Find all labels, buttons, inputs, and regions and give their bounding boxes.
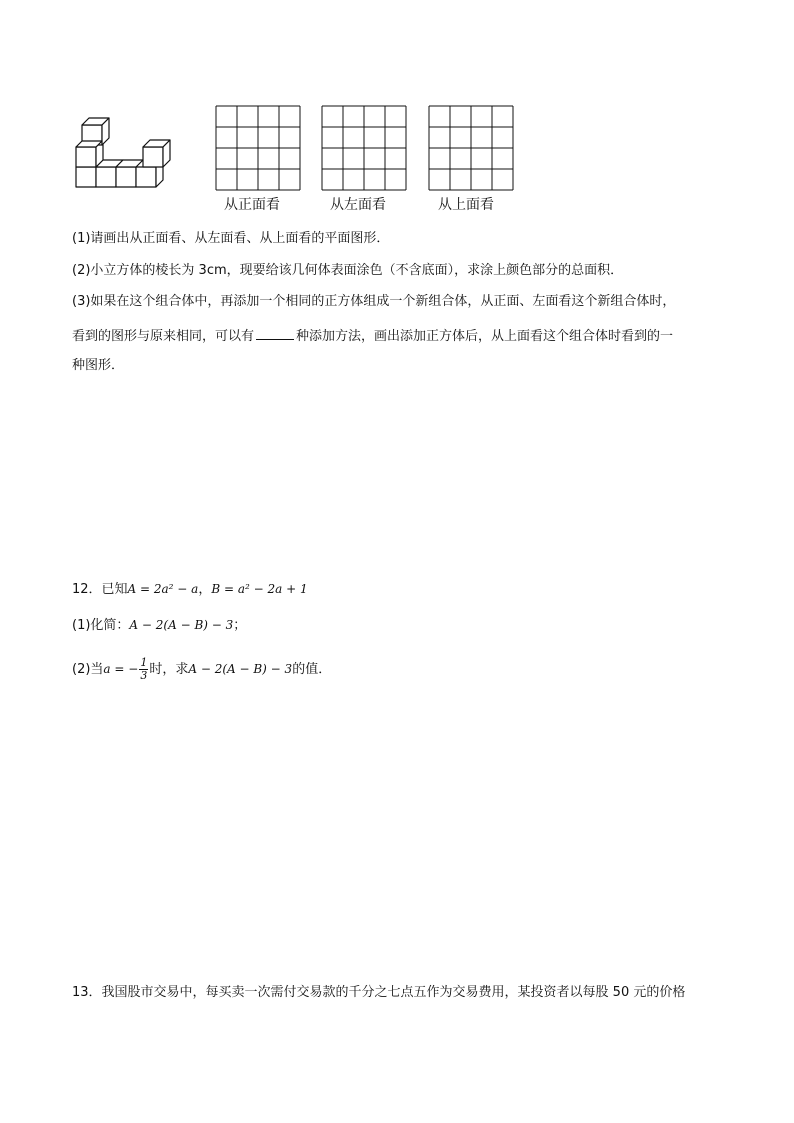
q12-lead: 12．已知 <box>72 582 128 597</box>
q12-part2-a: a = − <box>103 662 139 676</box>
q12-part1-label: (1)化简： <box>72 618 130 633</box>
q11-part2: (2)小立方体的棱长为 3cm，现要给该几何体表面涂色（不含底面），求涂上颜色部分的总面积． <box>72 263 624 278</box>
q11-part1: (1)请画出从正面看、从左面看、从上面看的平面图形． <box>72 231 390 246</box>
caption-top-view: 从上面看 <box>438 197 494 213</box>
q12-part1-expr: A − 2(A − B) − 3 <box>129 618 234 632</box>
q12-B-expr: B = a² − 2a + 1 <box>211 582 308 596</box>
q12-part2-end: 的值． <box>292 662 332 677</box>
caption-left-view: 从左面看 <box>330 197 386 213</box>
q12-A-expr: A = 2a² − a <box>127 582 199 596</box>
caption-front-view: 从正面看 <box>224 197 280 213</box>
q12-fraction-den: 3 <box>140 669 148 682</box>
q11-part3-text-after: 种添加方法，画出添加正方体后，从上面看这个组合体时看到的一 <box>296 329 674 344</box>
cube-figure <box>70 112 180 192</box>
q13-stem: 13．我国股市交易中，每买卖一次需付交易款的千分之七点五作为交易费用，某投资者以每股 50 元的价格 <box>72 985 686 1000</box>
q12-sep: ， <box>198 582 212 597</box>
q12-stem <box>72 580 308 599</box>
grid-front-view[interactable] <box>215 105 301 191</box>
q12-fraction-num: 1 <box>140 656 148 669</box>
q12-part1-end: ； <box>233 618 247 633</box>
grid-left-view[interactable] <box>321 105 407 191</box>
answer-blank[interactable] <box>256 326 294 340</box>
grid-top-view[interactable] <box>428 105 514 191</box>
q12-part2-label: (2)当 <box>72 662 104 677</box>
q12-part2-mid: 时，求 <box>149 662 189 677</box>
q12-part2 <box>72 656 331 683</box>
q12-part1 <box>72 616 246 635</box>
q11-part3-line1: (3)如果在这个组合体中，再添加一个相同的正方体组成一个新组合体，从正面、左面看这个新组合体时， <box>72 294 676 309</box>
q12-fraction <box>139 657 148 682</box>
q11-part3-line2 <box>72 326 673 346</box>
q11-part3-line3: 种图形． <box>72 358 125 373</box>
q11-part3-text-before: 看到的图形与原来相同，可以有 <box>72 329 255 344</box>
q12-part2-expr: A − 2(A − B) − 3 <box>188 662 293 676</box>
